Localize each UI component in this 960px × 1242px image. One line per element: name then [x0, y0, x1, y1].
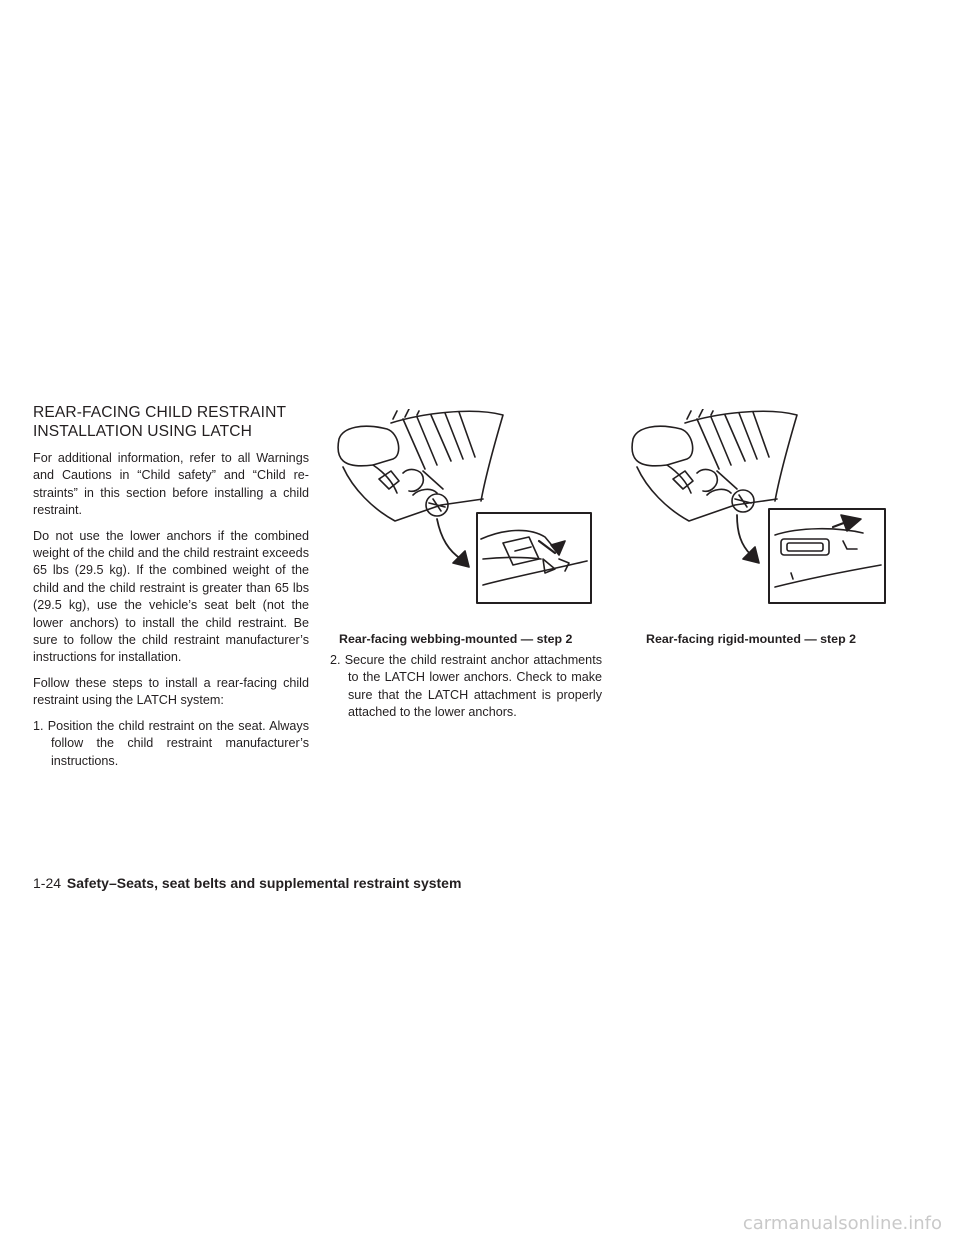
watermark: carmanualsonline.info: [742, 1213, 942, 1234]
figure-webbing-mounted: [333, 409, 597, 607]
figure-rigid-mounted: [627, 409, 891, 607]
step-2: 2. Secure the child restraint anchor attachments to the LATCH lower anchors. Check to make sure that the LATCH attachment is properly attached to the lower anchors.: [330, 653, 602, 720]
paragraph-additional-info: For additional information, refer to all Warnings and Cautions in “Child safety” and “Child re-straints” in this section before installing a child restraint.: [33, 451, 309, 518]
heading-line-1: REAR-FACING CHILD RESTRAINT: [33, 404, 287, 421]
page-number: 1-24: [33, 875, 62, 891]
paragraph-steps-intro: Follow these steps to install a rear-facing child restraint using the LATCH system:: [33, 675, 309, 708]
figure-caption-webbing-mounted: Rear-facing webbing-mounted — step 2: [339, 632, 573, 646]
text-column-left: [33, 404, 309, 778]
page-footer: [33, 875, 461, 891]
step-1: 1. Position the child restraint on the seat. Always follow the child restraint manufacturer’s instructions.: [33, 718, 309, 768]
heading-line-2: INSTALLATION USING LATCH: [33, 422, 253, 440]
figure-caption-rigid-mounted: Rear-facing rigid-mounted — step 2: [646, 632, 856, 646]
paragraph-weight-limit: Do not use the lower anchors if the combined weight of the child and the child restraint exceeds 65 lbs (29.5 kg). If the combined weight of the child and the child restraint is greater than 65 lbs (29.5 kg), use the vehicle’s seat belt (not the lower anchors) to install the child restraint. Be sure to follow the child restraint manufacturer’s instructions for installation.: [33, 528, 309, 665]
chapter-title: Safety–Seats, seat belts and supplemental restraint system: [66, 875, 462, 891]
text-column-middle: [330, 652, 602, 730]
section-heading: [33, 404, 309, 441]
